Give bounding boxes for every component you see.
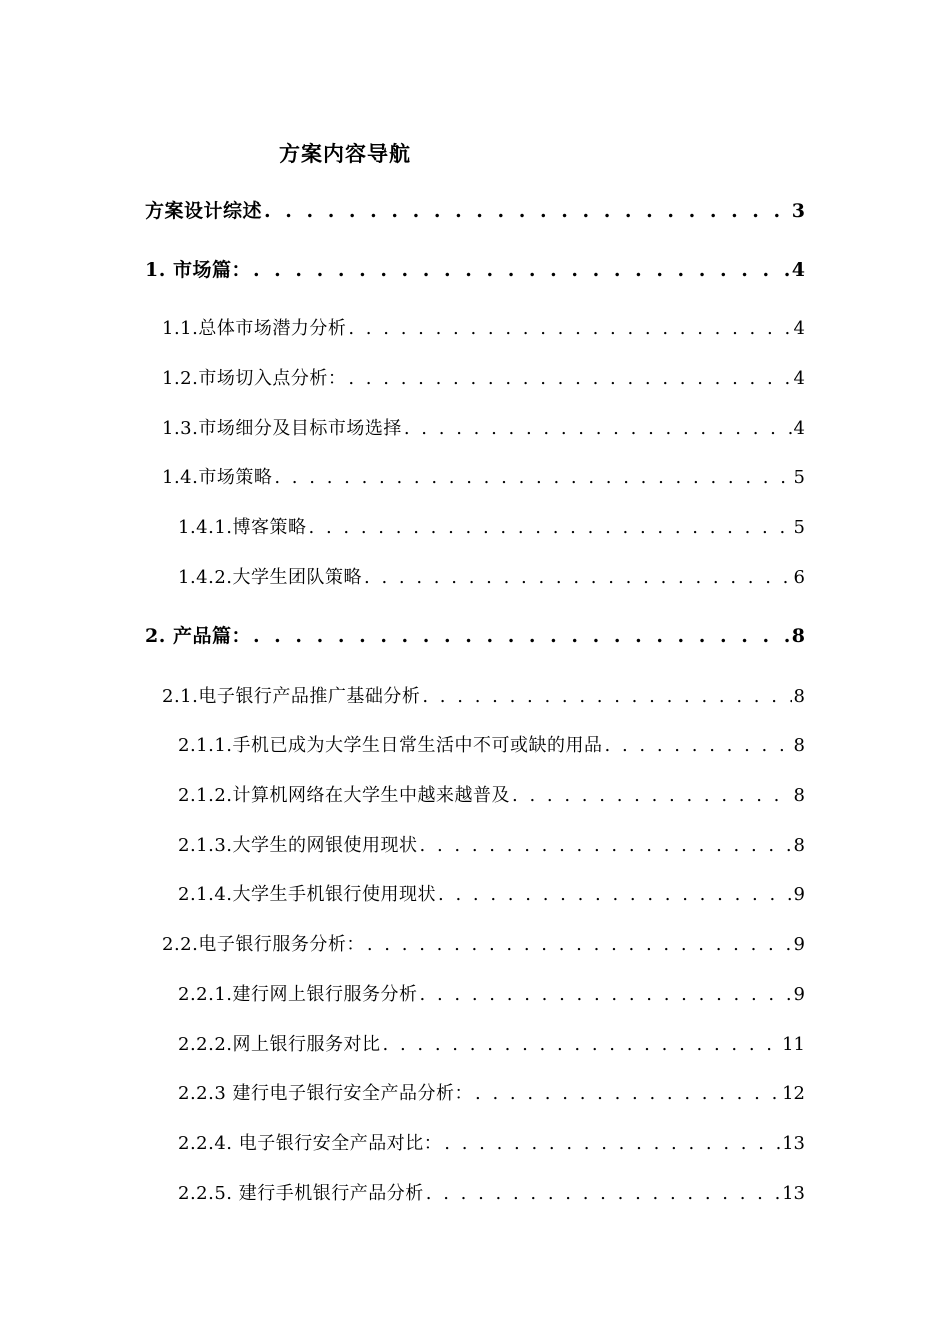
toc-entry[interactable] bbox=[178, 564, 805, 592]
toc-entry-text: 1.4.市场策略 bbox=[162, 467, 273, 488]
toc-page-number: 6 bbox=[793, 567, 805, 588]
toc-page-number: 8 bbox=[793, 785, 805, 806]
toc-entry[interactable] bbox=[145, 622, 805, 650]
toc-leader bbox=[364, 564, 792, 592]
toc-leader bbox=[274, 464, 791, 492]
toc-title: 方案内容导航 bbox=[279, 141, 411, 166]
toc-entry[interactable] bbox=[145, 197, 805, 225]
toc-leader bbox=[444, 1130, 780, 1158]
toc-entry[interactable] bbox=[162, 931, 805, 959]
toc-leader bbox=[422, 683, 791, 711]
toc-leader bbox=[426, 1180, 780, 1208]
toc-page-number: 12 bbox=[782, 1083, 805, 1104]
toc-leader bbox=[420, 832, 792, 860]
toc-page-number: 4 bbox=[793, 418, 805, 439]
toc-leader bbox=[309, 514, 792, 542]
toc-page-number: 9 bbox=[793, 934, 805, 955]
toc-leader bbox=[253, 622, 790, 650]
toc-entry[interactable] bbox=[178, 832, 805, 860]
toc-entry-text: 1.3.市场细分及目标市场选择 bbox=[162, 418, 402, 439]
toc-entry[interactable] bbox=[162, 365, 805, 393]
toc-leader bbox=[264, 197, 790, 225]
toc-entry[interactable] bbox=[178, 981, 805, 1009]
toc-entry-text: 2.1.2.计算机网络在大学生中越来越普及 bbox=[178, 785, 511, 806]
toc-entry-text: 1.1.总体市场潜力分析 bbox=[162, 318, 347, 339]
toc-page-number: 4 bbox=[793, 368, 805, 389]
toc-entry-text: 1.4.2.大学生团队策略 bbox=[178, 567, 363, 588]
toc-leader bbox=[383, 1031, 781, 1059]
toc-entry-text: 1.2.市场切入点分析： bbox=[162, 368, 347, 389]
toc-page-number: 9 bbox=[793, 984, 805, 1005]
toc-leader bbox=[605, 732, 792, 760]
toc-entry[interactable] bbox=[145, 256, 805, 284]
toc-page-number: 13 bbox=[782, 1183, 805, 1204]
toc-entry[interactable] bbox=[178, 732, 805, 760]
toc-entry-text: 1.4.1.博客策略 bbox=[178, 517, 307, 538]
toc-leader bbox=[404, 415, 792, 443]
toc-leader bbox=[475, 1080, 780, 1108]
toc-entry[interactable] bbox=[178, 782, 805, 810]
toc-page-number: 4 bbox=[793, 318, 805, 339]
toc-entry[interactable] bbox=[178, 881, 805, 909]
toc-leader bbox=[348, 365, 791, 393]
toc-entry[interactable] bbox=[162, 683, 805, 711]
toc-entry-text: 2.1.电子银行产品推广基础分析 bbox=[162, 686, 421, 707]
toc-entry-text: 1. 市场篇： bbox=[145, 259, 251, 281]
toc-page-number: 11 bbox=[782, 1034, 805, 1055]
toc-page-number: 13 bbox=[782, 1133, 805, 1154]
toc-entry-text: 2.2.4. 电子银行安全产品对比： bbox=[178, 1133, 443, 1154]
toc-page-number: 8 bbox=[793, 686, 805, 707]
toc-page-number: 8 bbox=[793, 835, 805, 856]
toc-entry-text: 方案设计综述 bbox=[145, 200, 263, 222]
toc-entry[interactable] bbox=[162, 415, 805, 443]
toc-entry[interactable] bbox=[178, 1130, 805, 1158]
toc-entry[interactable] bbox=[162, 464, 805, 492]
toc-entry-text: 2.2.5. 建行手机银行产品分析 bbox=[178, 1183, 424, 1204]
toc-page-number: 9 bbox=[793, 884, 805, 905]
toc-entry-text: 2.2.2.网上银行服务对比 bbox=[178, 1034, 381, 1055]
toc-entry[interactable] bbox=[178, 1180, 805, 1208]
toc-leader bbox=[348, 315, 791, 343]
toc-entry[interactable] bbox=[162, 315, 805, 343]
toc-page-number: 3 bbox=[791, 200, 805, 222]
toc-entry-text: 2.2.1.建行网上银行服务分析 bbox=[178, 984, 418, 1005]
toc-leader bbox=[367, 931, 792, 959]
toc-page-number: 8 bbox=[793, 735, 805, 756]
toc-page-number: 5 bbox=[793, 467, 805, 488]
toc-entry[interactable] bbox=[178, 1031, 805, 1059]
toc-page-number: 8 bbox=[791, 625, 805, 647]
toc-page-number: 4 bbox=[791, 259, 805, 281]
toc-page-number: 5 bbox=[793, 517, 805, 538]
toc-entry-text: 2.1.4.大学生手机银行使用现状 bbox=[178, 884, 437, 905]
toc-entry[interactable] bbox=[178, 514, 805, 542]
toc-entry-text: 2.1.3.大学生的网银使用现状 bbox=[178, 835, 418, 856]
toc-entry-text: 2.2.电子银行服务分析： bbox=[162, 934, 365, 955]
toc-leader bbox=[253, 256, 790, 284]
toc-entry-text: 2.2.3 建行电子银行安全产品分析： bbox=[178, 1083, 474, 1104]
toc-entry[interactable] bbox=[178, 1080, 805, 1108]
toc-leader bbox=[512, 782, 792, 810]
toc-leader bbox=[438, 881, 792, 909]
toc-leader bbox=[420, 981, 792, 1009]
toc-entry-text: 2.1.1.手机已成为大学生日常生活中不可或缺的用品 bbox=[178, 735, 603, 756]
toc-entry-text: 2. 产品篇： bbox=[145, 625, 251, 647]
